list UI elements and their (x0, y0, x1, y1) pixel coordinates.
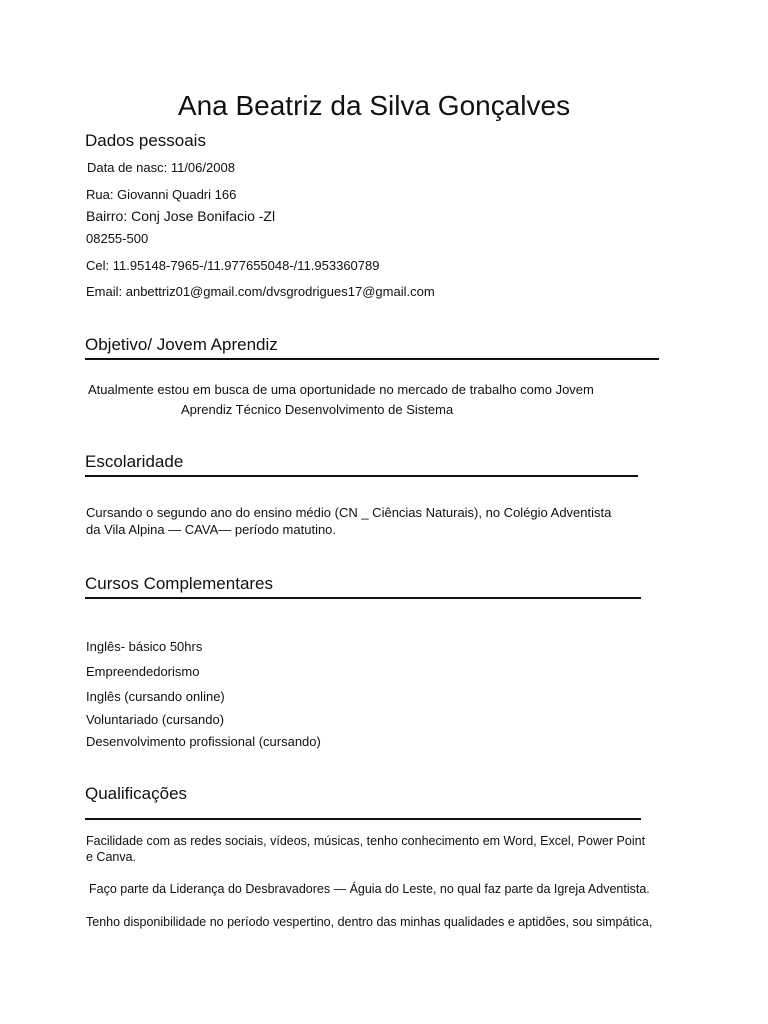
course-item: Inglês (cursando online) (86, 689, 225, 704)
courses-heading: Cursos Complementares (85, 574, 274, 593)
qualifications-p1-line-1: Facilidade com as redes sociais, vídeos, músicas, tenho conhecimento em Word, Excel, Power Point (86, 834, 646, 848)
courses-divider (85, 597, 641, 599)
qualifications-divider (85, 818, 641, 820)
objective-divider (85, 358, 659, 360)
email-addresses: Email: anbettriz01@gmail.com/dvsgrodrigues17@gmail.com (86, 284, 435, 299)
course-item: Empreendedorismo (86, 664, 200, 679)
course-item: Desenvolvimento profissional (cursando) (86, 734, 321, 749)
education-line-1: Cursando o segundo ano do ensino médio (CN _ Ciências Naturais), no Colégio Adventista (86, 505, 612, 520)
district: Bairro: Conj Jose Bonifacio -Zl (86, 208, 276, 224)
course-item: Inglês- básico 50hrs (86, 639, 203, 654)
birth-date: Data de nasc: 11/06/2008 (87, 160, 235, 175)
objective-line-1: Atualmente estou em busca de uma oportunidade no mercado de trabalho como Jovem (88, 382, 594, 397)
zip-code: 08255-500 (86, 231, 149, 246)
qualifications-p3: Tenho disponibilidade no período vespertino, dentro das minhas qualidades e aptidões, sou simpática, (86, 915, 653, 929)
education-line-2: da Vila Alpina — CAVA— período matutino. (86, 522, 337, 537)
qualifications-heading: Qualificações (85, 784, 188, 803)
education-heading: Escolaridade (85, 452, 184, 471)
objective-heading: Objetivo/ Jovem Aprendiz (85, 335, 278, 354)
course-item: Voluntariado (cursando) (86, 712, 225, 727)
candidate-name: Ana Beatriz da Silva Gonçalves (177, 90, 571, 121)
qualifications-p1-line-2: e Canva. (86, 850, 137, 864)
education-divider (85, 475, 638, 477)
street-address: Rua: Giovanni Quadri 166 (86, 187, 237, 202)
objective-line-2: Aprendiz Técnico Desenvolvimento de Sistema (181, 402, 454, 417)
phone-numbers: Cel: 11.95148-7965-/11.977655048-/11.953360789 (86, 258, 380, 273)
personal-heading: Dados pessoais (85, 131, 206, 150)
qualifications-p2: Faço parte da Liderança do Desbravadores — Águia do Leste, no qual faz parte da Igreja Adventista. (89, 882, 650, 896)
